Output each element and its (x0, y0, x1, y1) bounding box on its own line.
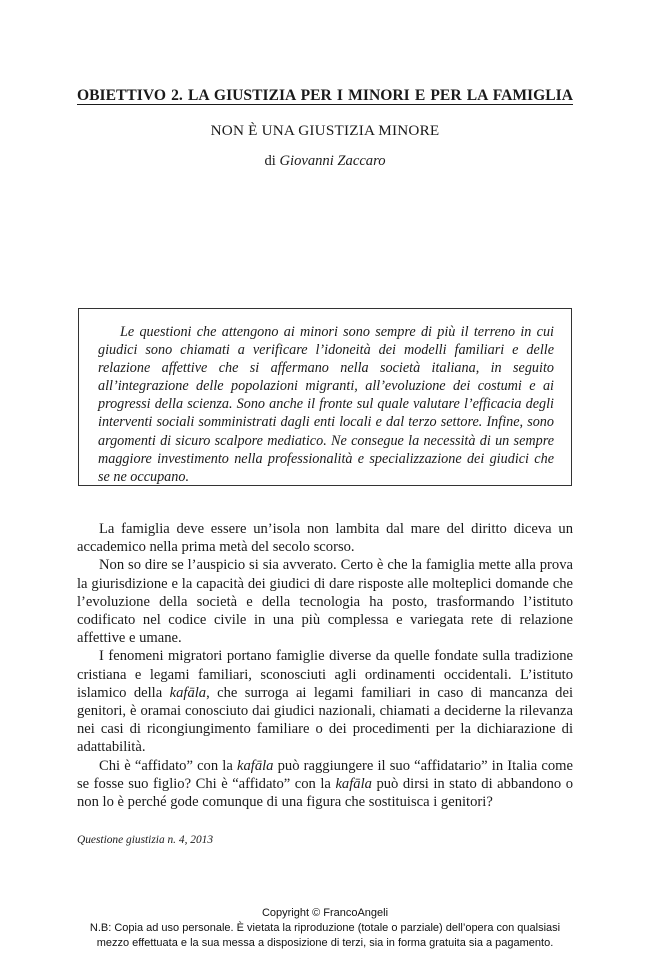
paragraph-4 (77, 757, 573, 812)
heading-rule (77, 104, 573, 105)
copyright-line: Copyright © FrancoAngeli (261, 907, 389, 919)
kafala-term: kafāla (169, 684, 207, 701)
kafala-term: kafāla (335, 775, 372, 792)
copyright-footer (0, 906, 650, 951)
paragraph-3-part-b: , che surroga ai legami familiari in caso di mancanza dei genitori, è oramai conosciuto dai giudici nazionali, chiamati a deciderne la rilevanza nei casi di ricongiungimento familiare o dei procedimenti per la dichiarazione di adattabilità. (77, 684, 574, 756)
paragraph-1: La famiglia deve essere un’isola non lambita dal mare del diritto diceva un accademico nella prima metà del secolo scorso. (77, 521, 573, 556)
notice-line-1: N.B: Copia ad uso personale. È vietata la riproduzione (totale o parziale) dell’opera con qualsiasi (89, 922, 561, 934)
paragraph-4-part-a: Chi è “affidato” con la (99, 757, 237, 774)
article-body (77, 520, 573, 811)
author-name: Giovanni Zaccaro (279, 153, 386, 169)
paragraph-2: Non so dire se l’auspicio si sia avverato. Certo è che la famiglia mette alla prova la giurisdizione e la capacità dei giudici di dare risposte alle molteplici domande che l’evoluzione della società e della tecnologia ha posto, trasformando l’istituto codificato nel codice civile in una più complessa e variegata rete di relazione affettive e umane. (77, 557, 573, 647)
notice-line-2: mezzo effettuata e la sua messa a disposizione di terzi, sia in forma gratuita sia a pagamento. (96, 937, 554, 949)
kafala-term: kafāla (236, 757, 274, 774)
paragraph-3 (77, 647, 573, 756)
paragraph-4-part-c: può dirsi in stato di abbandono o non lo è perché gode comunque di una figura che sostituisca i genitori? (77, 775, 573, 811)
abstract-box (78, 308, 572, 486)
byline-prefix: di (264, 153, 276, 169)
paragraph-4-part-b: può raggiungere il suo “affidatario” in Italia come se fosse suo figlio? Chi è “affidato” con la (77, 757, 574, 792)
article-title: NON È UNA GIUSTIZIA MINORE (210, 122, 440, 139)
abstract-text: Le questioni che attengono ai minori sono sempre di più il terreno in cui giudici sono chiamati a verificare l’idoneità dei modelli familiari e delle relazione affettive che si affermano nella società italiana, in seguito all’integrazione delle popolazioni migranti, all’evoluzione dei costumi e ai progressi della scienza. Sono anche il fronte sul quale valutare l’efficacia degli interventi sociali somministrati dagli enti locali e dal terzo settore. Infine, sono argomenti di sicuro scalpore mediatico. Ne consegue la necessità di un sempre maggiore investimento nella professionalità e specializzazione dei giudici che se ne occupano. (98, 324, 554, 485)
paragraph-3-part-a: I fenomeni migratori portano famiglie diverse da quelle fondate sulla tradizione cristiana e legami familiari, sconosciuti agli ordinamenti occidentali. L’istituto islamico della (77, 648, 573, 701)
journal-reference: Questione giustizia n. 4, 2013 (77, 834, 214, 846)
section-heading: OBIETTIVO 2. LA GIUSTIZIA PER I MINORI E PER LA FAMIGLIA (77, 87, 573, 104)
byline (77, 151, 573, 171)
